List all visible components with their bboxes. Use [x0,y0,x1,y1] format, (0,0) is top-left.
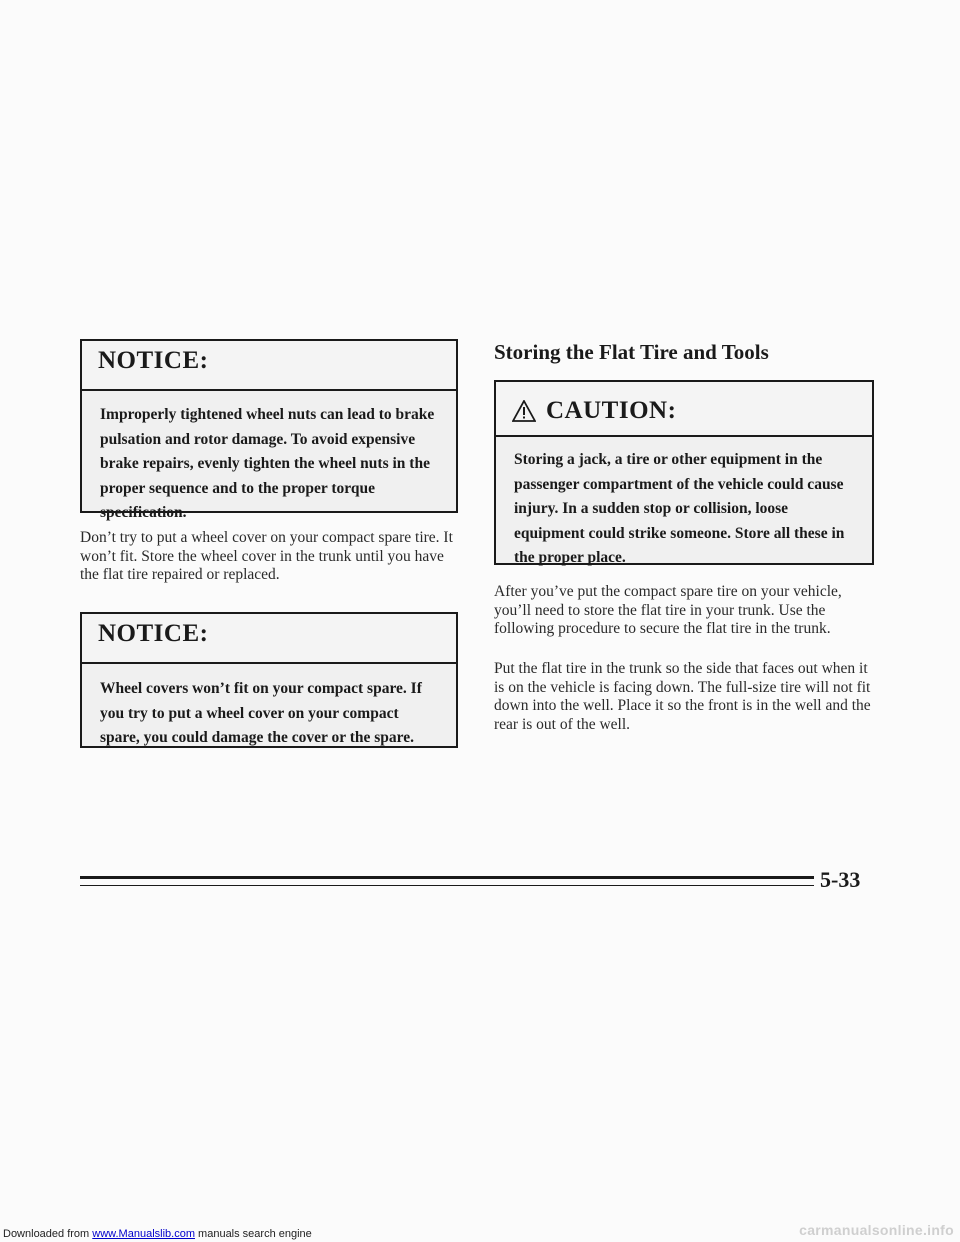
footer-suffix: manuals search engine [198,1228,312,1240]
warning-triangle-icon [512,400,536,422]
notice-title: NOTICE: [82,614,456,664]
store-flat-tire-paragraph: After you’ve put the compact spare tire on your vehicle, you’ll need to store the flat tire in your trunk. Use the following procedure to secure the flat tire in the trunk. [494,583,842,637]
download-footer [3,1228,312,1240]
footer-rule-thick [80,876,814,879]
notice-title: NOTICE: [82,341,456,391]
footer-prefix: Downloaded from [3,1228,90,1240]
notice-box-wheel-nuts [80,339,458,521]
trunk-placement-paragraph: Put the flat tire in the trunk so the side that faces out when it is on the vehicle is facing down. The full-size tire will not fit down into the well. Place it so the front is in the well and the rear is out of the well. [494,660,871,733]
notice-body: Wheel covers won’t fit on your compact spare. If you try to put a wheel cover on your compact spare, you could damage the cover or the spare. [100,680,422,746]
footer-link[interactable]: www.Manualslib.com [92,1228,195,1240]
page-number: 5-33 [820,867,861,892]
caution-title: CAUTION: [546,396,677,424]
notice-body: Improperly tightened wheel nuts can lead to brake pulsation and rotor damage. To avoid expensive brake repairs, evenly tighten the wheel nuts in the proper sequence and to the proper torque specification. [100,406,435,521]
wheel-cover-paragraph: Don’t try to put a wheel cover on your compact spare tire. It won’t fit. Store the wheel cover in the trunk until you have the flat tire repaired or replaced. [80,529,453,583]
watermark: carmanualsonline.info [799,1222,954,1238]
footer-rule-thin [80,885,814,886]
caution-body: Storing a jack, a tire or other equipment in the passenger compartment of the vehicle could cause injury. In a sudden stop or collision, loose equipment could strike someone. Store all these in the proper place. [514,451,845,566]
section-heading: Storing the Flat Tire and Tools [494,340,769,364]
caution-header [496,382,872,437]
caution-box [494,380,874,565]
notice-box-wheel-covers [80,612,458,748]
